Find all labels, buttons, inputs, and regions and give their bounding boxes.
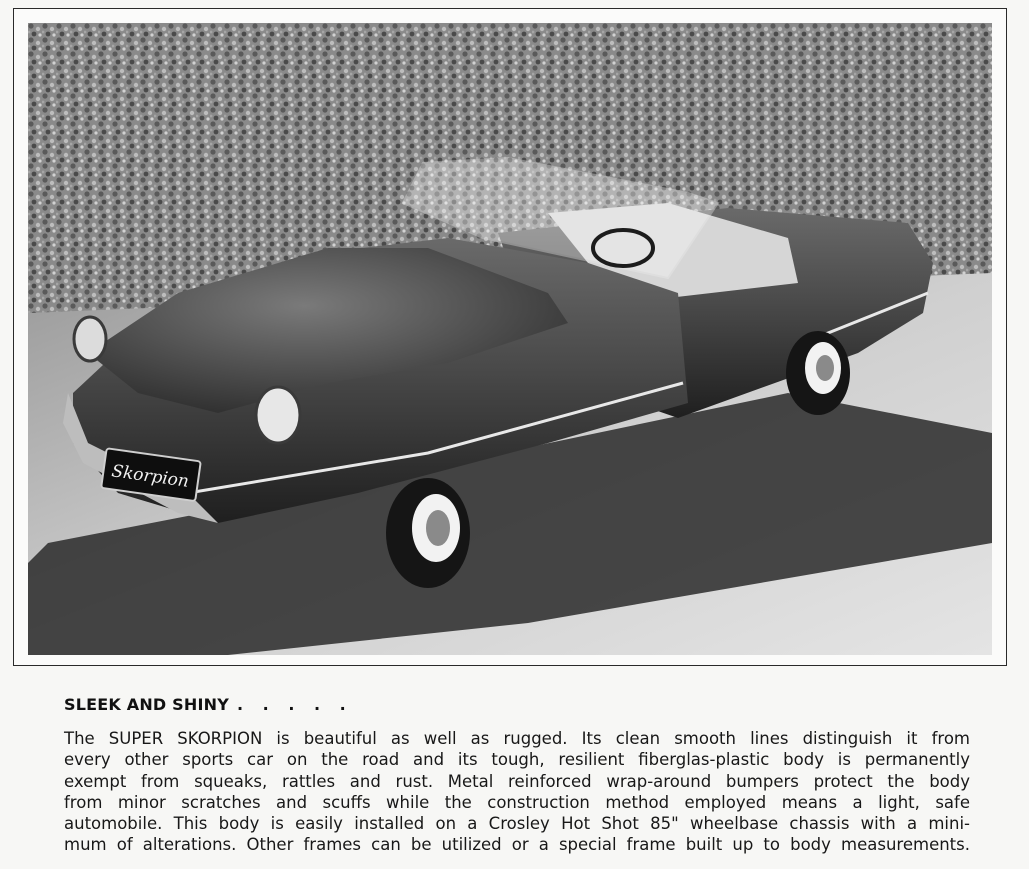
car-photo: [28, 23, 992, 655]
headlight-left: [74, 317, 106, 361]
caption-line: exempt from squeaks, rattles and rust. Metal reinforced wrap-around bumpers protect the body: [64, 771, 970, 791]
photo-frame: [13, 8, 1007, 666]
caption-line: every other sports car on the road and its tough, resilient fiberglas-plastic body is permanently: [64, 750, 970, 770]
caption-line: The SUPER SKORPION is beautiful as well as rugged. Its clean smooth lines distinguish it from: [64, 729, 970, 748]
caption-heading: [64, 695, 353, 714]
caption-line: mum of alterations. Other frames can be utilized or a special frame built up to body measurements.: [64, 835, 970, 855]
caption-heading-dots: . . . . .: [237, 695, 353, 714]
caption-line: automobile. This body is easily installed on a Crosley Hot Shot 85" wheelbase chassis with a mini-: [64, 814, 970, 834]
caption-line: from minor scratches and scuffs while the construction method employed means a light, safe: [64, 792, 970, 812]
plate-text: Skorpion: [110, 461, 191, 492]
car-photo-illustration: [28, 23, 992, 655]
front-hubcap: [426, 510, 450, 546]
rear-hubcap: [816, 355, 834, 381]
caption-body: [64, 728, 970, 856]
headlight-right: [256, 387, 300, 443]
caption-heading-text: SLEEK AND SHINY: [64, 695, 230, 714]
